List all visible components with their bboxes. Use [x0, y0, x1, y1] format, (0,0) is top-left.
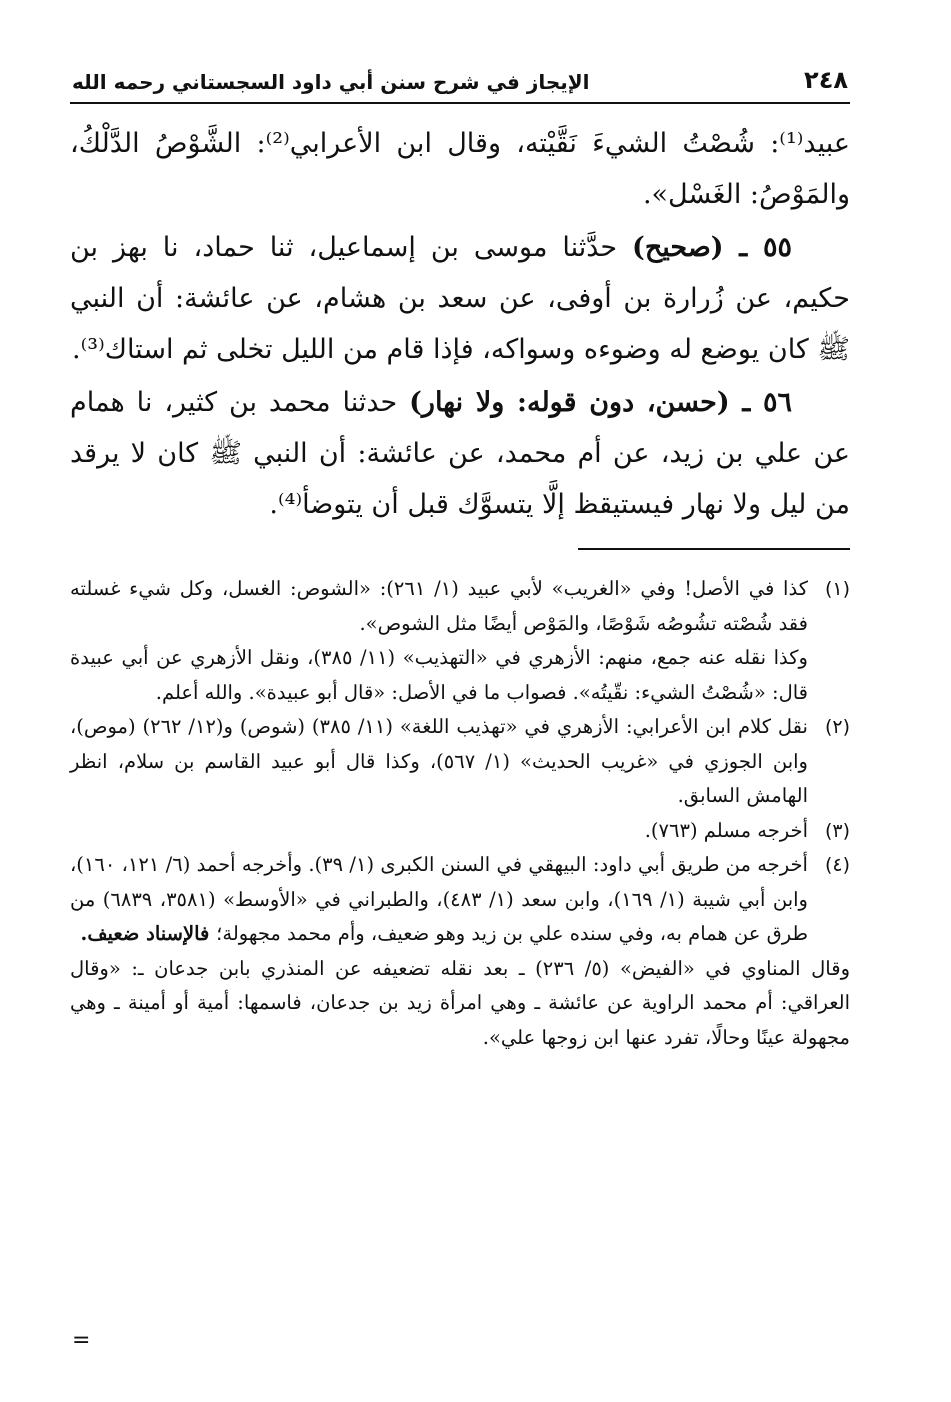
footnote-4	[70, 848, 850, 952]
hadith-55-label: ٥٥ ـ (صحيح)	[632, 232, 792, 263]
footnote-text	[70, 848, 808, 952]
hadith-55-text: حدَّثنا موسى بن إسماعيل، ثنا حماد، نا بهز بن حكيم، عن زُرارة بن أوفى، عن سعد بن هشام، عن عائشة: أن النبي ﷺ كان يوضع له وضوءه وسواكه، فإذا قام من الليل تخلى ثم استاك⁽³⁾.	[70, 232, 850, 365]
hadith-56-label: ٥٦ ـ (حسن، دون قوله: ولا نهار)	[409, 387, 792, 418]
hadith-56-text: حدثنا محمد بن كثير، نا همام عن علي بن زيد، عن أم محمد، عن عائشة: أن النبي ﷺ كان لا يرقد من ليل ولا نهار فيستيقظ إلَّا يتسوَّك قبل أن يتوضأ⁽⁴⁾.	[70, 387, 850, 520]
footnote-number: (٢)	[824, 716, 850, 738]
footnotes	[70, 572, 850, 1055]
running-title: الإيجاز في شرح سنن أبي داود السجستاني رحمه الله	[72, 70, 590, 94]
hadith-56	[70, 377, 850, 530]
footnote-4-continued: وقال المناوي في «الفيض» (٥/ ٢٣٦) ـ بعد نقله تضعيفه عن المنذري بابن جدعان ـ: «وقال العراقي: أم محمد الراوية عن عائشة ـ وهي امرأة زيد بن جدعان، فاسمها: أمية أو أمينة ـ وهي مجهولة عينًا وحالًا، تفرد عنها ابن زوجها علي».	[70, 956, 850, 1049]
footnote-text: كذا في الأصل! وفي «الغريب» لأبي عبيد (١/ ٢٦١): «الشوص: الغسل، وكل شيء غسلته فقد شُصْته تشُوصُه شَوْصًا، والمَوْص أيضًا مثل الشوص».	[70, 577, 808, 635]
footnote-body	[70, 572, 808, 710]
page-content	[70, 58, 850, 1055]
footnote-body	[70, 848, 808, 952]
footnote-text-part: أخرجه من طريق أبي داود: البيهقي في السنن الكبرى (١/ ٣٩). وأخرجه أحمد (٦/ ١٢١، ١٦٠)، وابن أبي شيبة (١/ ١٦٩)، وابن سعد (١/ ٤٨٣)، والطبراني في «الأوسط» (٣٥٨١، ٦٨٣٩) من طرق عن همام به، وفي سنده علي بن زيد وهو ضعيف، وأم محمد مجهولة؛	[70, 853, 808, 945]
main-text	[70, 118, 850, 530]
page-header	[70, 58, 850, 104]
footnote-body	[70, 814, 808, 849]
footnote-number: (١)	[824, 578, 850, 600]
paragraph-continuation: عبيد⁽¹⁾: شُصْتُ الشيءَ نَقَّيْته، وقال ابن الأعرابي⁽²⁾: الشَّوْصُ الدَّلْكُ، والمَوْصُ: الغَسْل».	[70, 128, 850, 210]
footnote-text: أخرجه مسلم (٧٦٣).	[644, 818, 808, 842]
footnote-number: (٣)	[824, 819, 850, 842]
footnote-2	[70, 710, 850, 814]
footnote-3	[70, 814, 850, 849]
continuation-mark: =	[72, 1328, 91, 1353]
hadith-55	[70, 222, 850, 375]
footnote-body	[70, 710, 808, 814]
footnote-verdict: فالإسناد ضعيف.	[80, 922, 217, 945]
footnote-text: وكذا نقله عنه جمع، منهم: الأزهري في «التهذيب» (١١/ ٣٨٥)، ونقل الأزهري عن أبي عبيدة قال: «شُصْتُ الشيء: نقّيتُه». فصواب ما في الأصل: «قال أبو عبيدة». والله أعلم.	[70, 646, 808, 704]
footnote-text: نقل كلام ابن الأعرابي: الأزهري في «تهذيب اللغة» (١١/ ٣٨٥) (شوص) و(١٢/ ٢٦٢) (موص)، وابن الجوزي في «غريب الحديث» (١/ ٥٦٧)، وكذا قال أبو عبيد القاسم بن سلام، انظر الهامش السابق.	[70, 715, 808, 807]
footnote-1	[70, 572, 850, 710]
footnote-number: (٤)	[824, 854, 850, 876]
page-number: ٢٤٨	[804, 66, 848, 94]
footnote-separator	[578, 548, 850, 550]
